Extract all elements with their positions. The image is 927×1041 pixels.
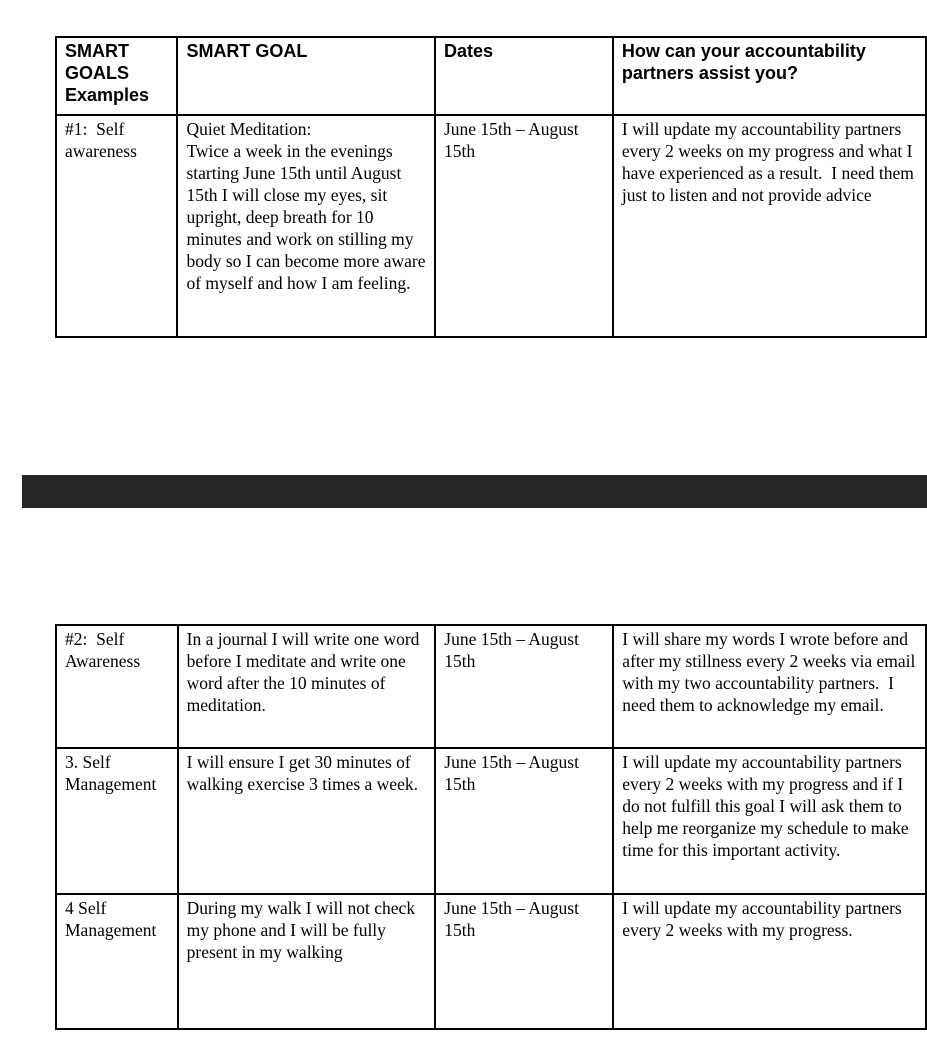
goal-label: 4 Self Management bbox=[56, 894, 178, 1029]
goal-label: 3. Self Management bbox=[56, 748, 178, 894]
goal-dates: June 15th – August 15th bbox=[435, 115, 613, 337]
goal-text: I will ensure I get 30 minutes of walking exercise 3 times a week. bbox=[178, 748, 436, 894]
table-row bbox=[56, 894, 926, 1029]
goal-assist: I will update my accountability partners every 2 weeks on my progress and what I have experienced as a result. I need them just to listen and not provide advice bbox=[613, 115, 926, 337]
goal-text: Quiet Meditation: Twice a week in the evenings starting June 15th until August 15th I will close my eyes, sit upright, deep breath for 10 minutes and work on stilling my body so I can become more aware of myself and how I am feeling. bbox=[177, 115, 435, 337]
header-examples: SMART GOALS Examples bbox=[56, 37, 177, 115]
goal-assist: I will update my accountability partners every 2 weeks with my progress. bbox=[613, 894, 926, 1029]
table-row bbox=[56, 748, 926, 894]
header-smart-goal: SMART GOAL bbox=[177, 37, 435, 115]
goal-text: In a journal I will write one word before I meditate and write one word after the 10 minutes of meditation. bbox=[178, 625, 436, 748]
table-header-row bbox=[56, 37, 926, 115]
smart-goals-table-bottom bbox=[55, 624, 927, 1030]
goal-label: #1: Self awareness bbox=[56, 115, 177, 337]
goal-dates: June 15th – August 15th bbox=[435, 625, 613, 748]
header-dates: Dates bbox=[435, 37, 613, 115]
goal-assist: I will share my words I wrote before and after my stillness every 2 weeks via email with my two accountability partners. I need them to acknowledge my email. bbox=[613, 625, 926, 748]
goal-assist: I will update my accountability partners every 2 weeks with my progress and if I do not fulfill this goal I will ask them to help me reorganize my schedule to make time for this important activity. bbox=[613, 748, 926, 894]
section-divider-bar bbox=[22, 475, 927, 508]
goal-dates: June 15th – August 15th bbox=[435, 748, 613, 894]
smart-goals-table-top bbox=[55, 36, 927, 338]
goal-dates: June 15th – August 15th bbox=[435, 894, 613, 1029]
header-accountability: How can your accountability partners assist you? bbox=[613, 37, 926, 115]
goal-text: During my walk I will not check my phone and I will be fully present in my walking bbox=[178, 894, 436, 1029]
goal-label: #2: Self Awareness bbox=[56, 625, 178, 748]
table-row bbox=[56, 625, 926, 748]
table-row bbox=[56, 115, 926, 337]
